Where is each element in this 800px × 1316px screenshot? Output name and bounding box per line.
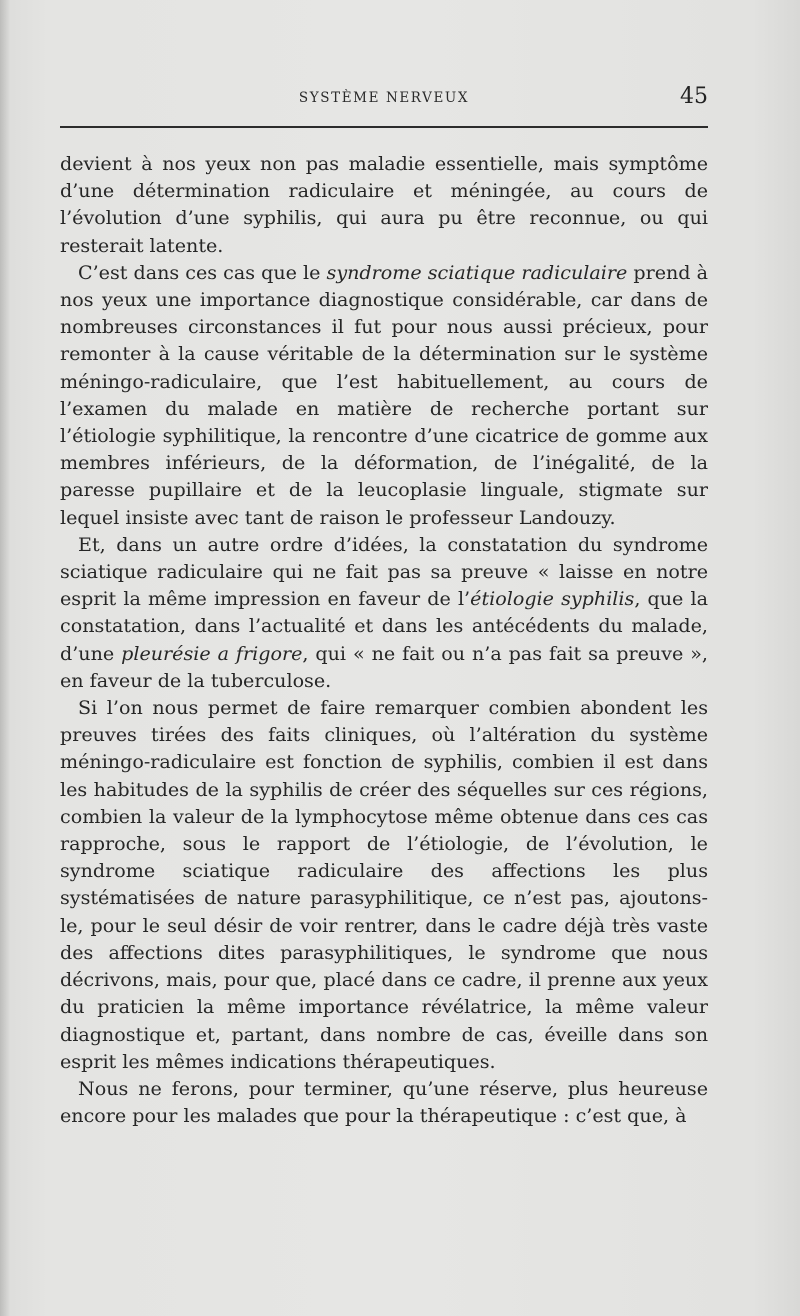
italic-text: syndrome sciatique radiculaire — [326, 260, 628, 284]
text-run: Et, dans un autre ordre d’idées, la constatation du syndrome sciatique radiculaire qui ne fait pas sa preuve « laisse en notre esprit la même impression en faveur de l’ — [60, 532, 708, 611]
text-run: Si l’on nous permet de faire remarquer combien abondent les preuves tirées des faits cliniques, où l’altération du système méningo-radiculaire est fonction de syphilis, combien il est dans les habitudes de la syphilis de créer des séquelles sur ces régions, combien la valeur de la lymphocytose même obtenue dans ces cas rapproche, sous le rapport de l’étiologie, de l’évolution, le syndrome sciatique radiculaire des affections les plus systématisées de nature parasyphilitique, ce n’est pas, ajoutons-le, pour le seul désir de voir rentrer, dans le cadre déjà très vaste des affections dites parasyphilitiques, le syndrome que nous décrivons, mais, pour que, placé dans ce cadre, il prenne aux yeux du praticien la même importance révélatrice, la même valeur diagnostique et, partant, dans nombre de cas, éveille dans son esprit les mêmes indications thérapeutiques. — [60, 696, 708, 1073]
text-run: prend à nos yeux une importance diagnostique considérable, car dans de nombreuses circonstances il fut pour nous aussi précieux, pour remonter à la cause véritable de la détermination sur le système méningo-radiculaire, que l’est habituellement, au cours de l’examen du malade en matière de recherche portant sur l’étiologie syphilitique, la rencontre d’une cicatrice de gomme aux membres inférieurs, de la déformation, de l’inégalité, de la paresse pupillaire et de la leucoplasie linguale, stigmate sur lequel insiste avec tant de raison le professeur Landouzy. — [60, 260, 708, 529]
italic-text: étiologie syphilis — [470, 587, 635, 611]
text-run: Nous ne ferons, pour terminer, qu’une réserve, plus heureuse encore pour les malades que pour la thérapeutique : c’est que, à — [60, 1076, 708, 1128]
page-number: 45 — [680, 84, 708, 109]
paragraph-2 — [60, 259, 708, 531]
header-rule — [60, 126, 708, 128]
text-run: , qui « ne fait ou n’a pas fait sa preuve », en faveur de la tuberculose. — [60, 641, 708, 692]
paragraph-1 — [60, 150, 708, 259]
paragraph-5 — [60, 1075, 708, 1129]
paragraph-3 — [60, 531, 708, 694]
running-head — [60, 86, 708, 116]
body-text — [60, 150, 708, 1129]
italic-text: pleurésie a frigore — [121, 641, 303, 665]
running-title: SYSTÈME NERVEUX — [298, 90, 470, 106]
paragraph-4 — [60, 694, 708, 1075]
text-run: devient à nos yeux non pas maladie essentielle, mais symptôme d’une détermination radiculaire et méningée, au cours de l’évolution d’une syphilis, qui aura pu être reconnue, ou qui resterait latente. — [60, 152, 708, 257]
text-run: C’est dans ces cas que le — [78, 260, 327, 284]
text-run: , que la constatation, dans l’actualité et dans les antécédents du malade, d’une — [60, 587, 708, 665]
